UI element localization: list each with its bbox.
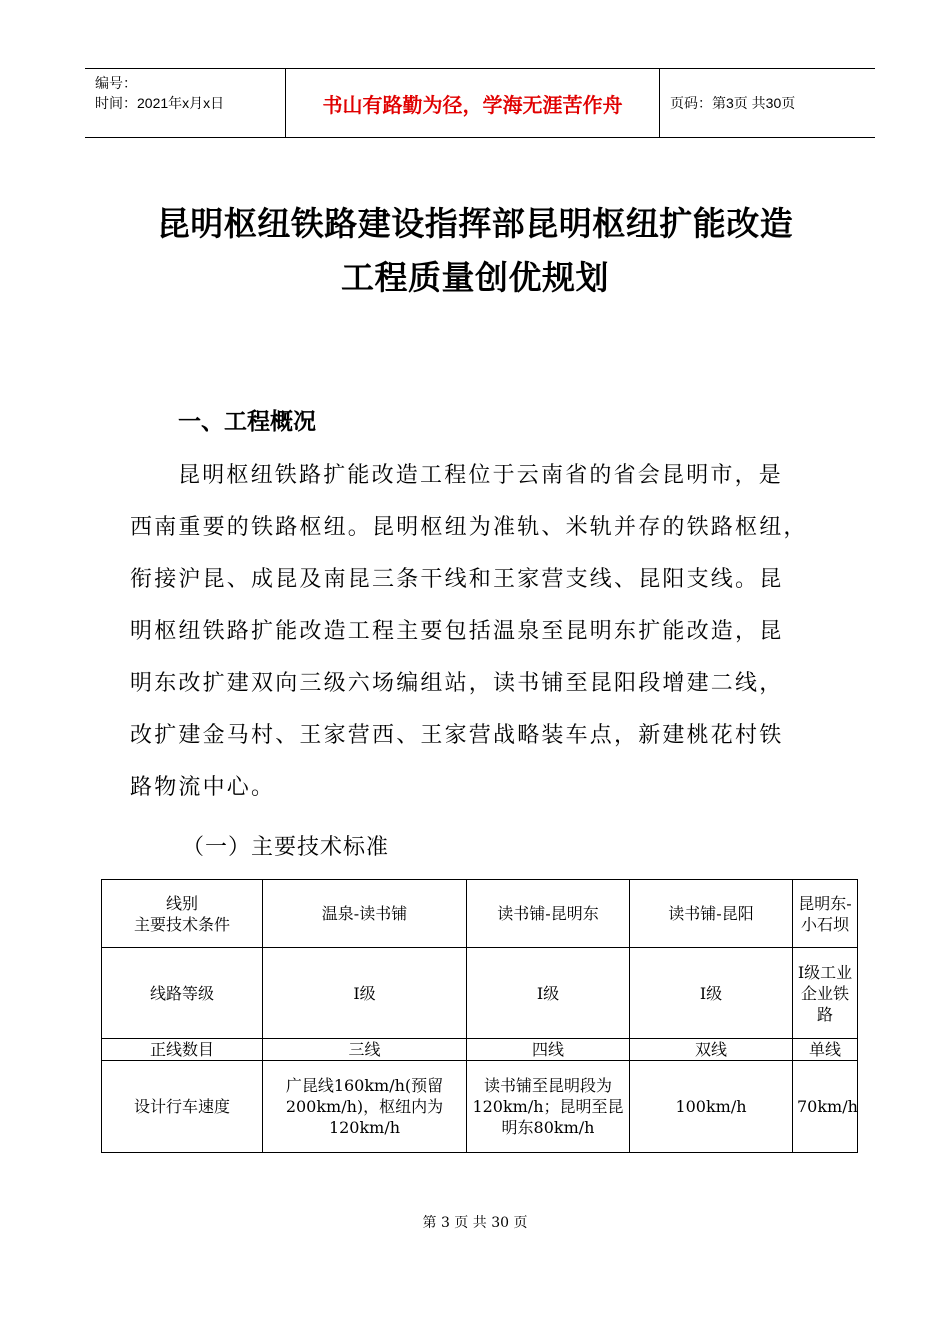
table-cell: 70km/h xyxy=(793,1061,858,1153)
corner-label-line: 线别 xyxy=(165,893,198,913)
column-header: 读书铺-昆明东 xyxy=(467,880,630,948)
table-cell: I级 xyxy=(467,948,630,1039)
table-cell: 读书铺至昆明段为120km/h；昆明至昆明东80km/h xyxy=(467,1061,630,1153)
row-label: 设计行车速度 xyxy=(102,1061,263,1153)
paragraph-line: 衔接沪昆、成昆及南昆三条干线和王家营支线、昆阳支线。昆 xyxy=(130,567,784,592)
time-label: 时间：2021年x月x日 xyxy=(95,95,225,111)
subsection-heading: （一）主要技术标准 xyxy=(182,835,390,860)
document-title-line1: 昆明枢纽铁路建设指挥部昆明枢纽扩能改造 xyxy=(156,204,794,243)
section-heading: 一、工程概况 xyxy=(178,409,316,435)
paragraph-line: 昆明枢纽铁路扩能改造工程位于云南省的省会昆明市，是 xyxy=(178,463,784,488)
page-footer: 第 3 页 共 30 页 xyxy=(422,1215,528,1231)
column-header: 读书铺-昆阳 xyxy=(630,880,793,948)
paragraph-line: 明东改扩建双向三级六场编组站，读书铺至昆阳段增建二线， xyxy=(130,671,784,696)
table-cell: I级 xyxy=(630,948,793,1039)
table-cell: I级 xyxy=(263,948,467,1039)
document-title-line2: 工程质量创优规划 xyxy=(341,258,609,297)
paragraph-line: 明枢纽铁路扩能改造工程主要包括温泉至昆明东扩能改造，昆 xyxy=(130,619,784,644)
table-cell: 双线 xyxy=(630,1039,793,1061)
header-page-label: 页码：第3页 共30页 xyxy=(670,95,796,111)
header-meta-cell xyxy=(85,69,286,137)
paragraph-line: 改扩建金马村、王家营西、王家营战略装车点，新建桃花村铁 xyxy=(130,723,784,748)
column-header: 温泉-读书铺 xyxy=(263,880,467,948)
row-label: 线路等级 xyxy=(102,948,263,1039)
number-label: 编号： xyxy=(95,75,137,91)
table-cell: 四线 xyxy=(467,1039,630,1061)
table-row xyxy=(102,1061,858,1153)
row-label: 正线数目 xyxy=(102,1039,263,1061)
table-cell: 广昆线160km/h(预留200km/h)，枢纽内为120km/h xyxy=(263,1061,467,1153)
table-cell: 100km/h xyxy=(630,1061,793,1153)
column-header: 昆明东-小石坝 xyxy=(793,880,858,948)
table-cell: 单线 xyxy=(793,1039,858,1061)
table-header-row xyxy=(102,880,858,948)
table-cell: 三线 xyxy=(263,1039,467,1061)
table-row xyxy=(102,1039,858,1061)
technical-standards-table xyxy=(101,879,858,1153)
table-row xyxy=(102,948,858,1039)
corner-label-line: 主要技术条件 xyxy=(133,914,230,934)
table-corner-cell xyxy=(102,880,263,948)
paragraph-line: 路物流中心。 xyxy=(130,775,276,800)
table-cell: I级工业企业铁路 xyxy=(793,948,858,1039)
header-motto: 书山有路勤为径，学海无涯苦作舟 xyxy=(286,69,660,137)
paragraph-line: 西南重要的铁路枢纽。昆明枢纽为准轨、米轨并存的铁路枢纽， xyxy=(130,515,808,540)
document-header xyxy=(85,68,875,138)
